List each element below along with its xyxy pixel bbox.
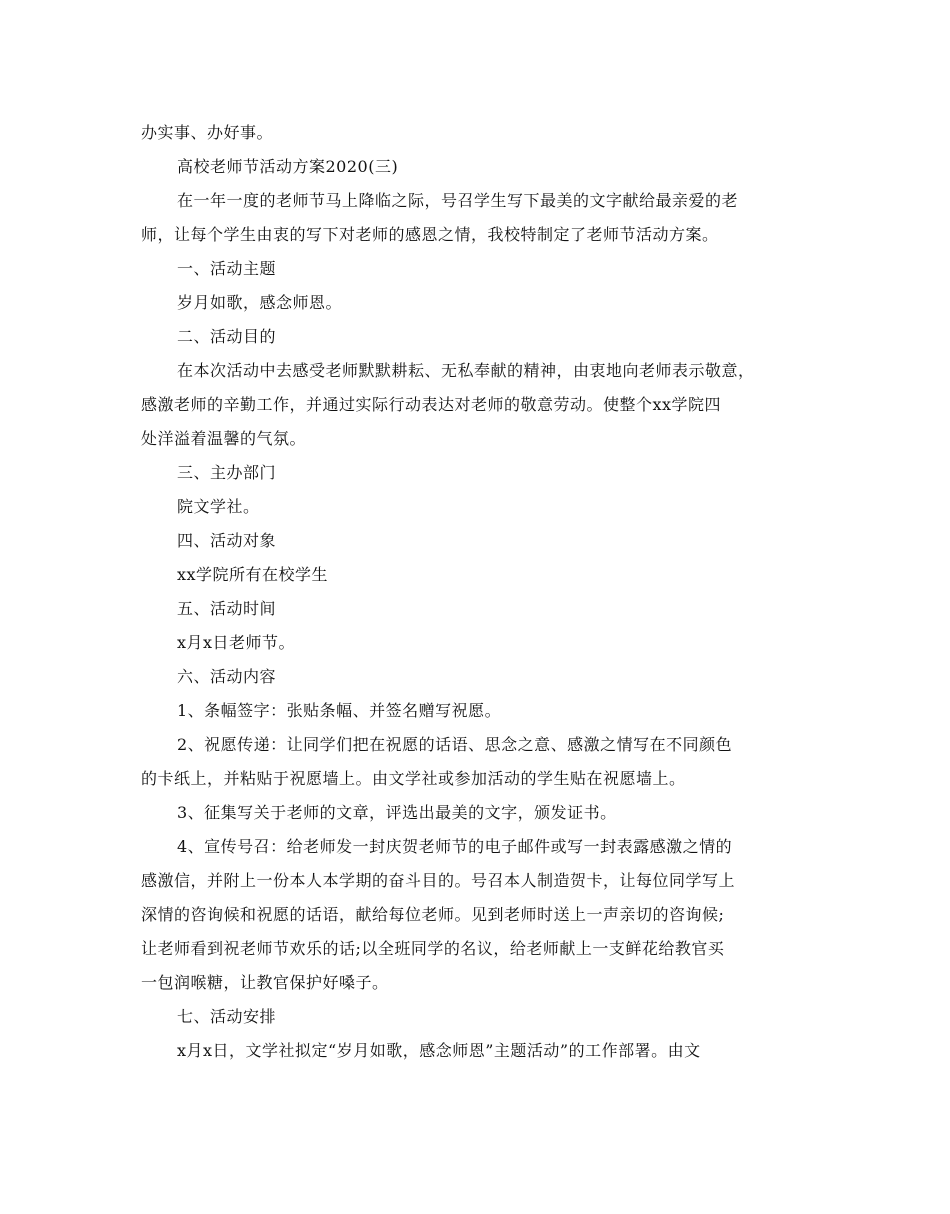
text-line: 4、宣传号召：给老师发一封庆贺老师节的电子邮件或写一封表露感激之情的	[177, 837, 733, 856]
text-line: xx学院所有在校学生	[177, 565, 329, 584]
text-line: 3、征集写关于老师的文章，评选出最美的文字，颁发证书。	[177, 803, 617, 822]
text-line: x月x日老师节。	[177, 633, 296, 652]
text-line: 师，让每个学生由衷的写下对老师的感恩之情，我校特制定了老师节活动方案。	[141, 225, 719, 244]
text-line: 在一年一度的老师节马上降临之际，号召学生写下最美的文字献给最亲爱的老	[177, 191, 739, 210]
text-line: 1、条幅签字：张贴条幅、并签名赠写祝愿。	[177, 701, 502, 720]
text-line: 高校老师节活动方案2020(三)	[177, 157, 399, 176]
text-line: 感激信，并附上一份本人本学期的奋斗目的。号召本人制造贺卡，让每位同学写上	[141, 871, 736, 890]
text-line: 一包润喉糖，让教官保护好嗓子。	[141, 973, 389, 992]
text-line: 七、活动安排	[177, 1007, 277, 1026]
text-line: 感激老师的辛勤工作，并通过实际行动表达对老师的敬意劳动。使整个xx学院四	[141, 395, 722, 414]
text-line: 的卡纸上，并粘贴于祝愿墙上。由文学社或参加活动的学生贴在祝愿墙上。	[141, 769, 686, 788]
text-line: 三、主办部门	[177, 463, 277, 482]
text-line: 五、活动时间	[177, 599, 277, 618]
text-line: 深情的咨询候和祝愿的话语，献给每位老师。见到老师时送上一声亲切的咨询候;	[141, 905, 725, 924]
text-line: 处洋溢着温馨的气氛。	[141, 429, 307, 448]
text-line: 六、活动内容	[177, 667, 277, 686]
text-line: 院文学社。	[177, 497, 260, 516]
text-line: 二、活动目的	[177, 327, 277, 346]
text-line: 让老师看到祝老师节欢乐的话;以全班同学的名议，给老师献上一支鲜花给教官买	[141, 939, 725, 958]
text-line: 在本次活动中去感受老师默默耕耘、无私奉献的精神，由衷地向老师表示敬意，	[177, 361, 755, 380]
text-line: 岁月如歌，感念师恩。	[177, 293, 343, 312]
text-line: 2、祝愿传递：让同学们把在祝愿的话语、思念之意、感激之情写在不同颜色	[177, 735, 733, 754]
text-line: 一、活动主题	[177, 259, 277, 278]
text-line: 四、活动对象	[177, 531, 277, 550]
text-line: x月x日，文学社拟定“岁月如歌，感念师恩”主题活动”的工作部署。由文	[177, 1041, 701, 1060]
text-line: 办实事、办好事。	[141, 123, 274, 142]
document-body	[0, 116, 950, 1068]
